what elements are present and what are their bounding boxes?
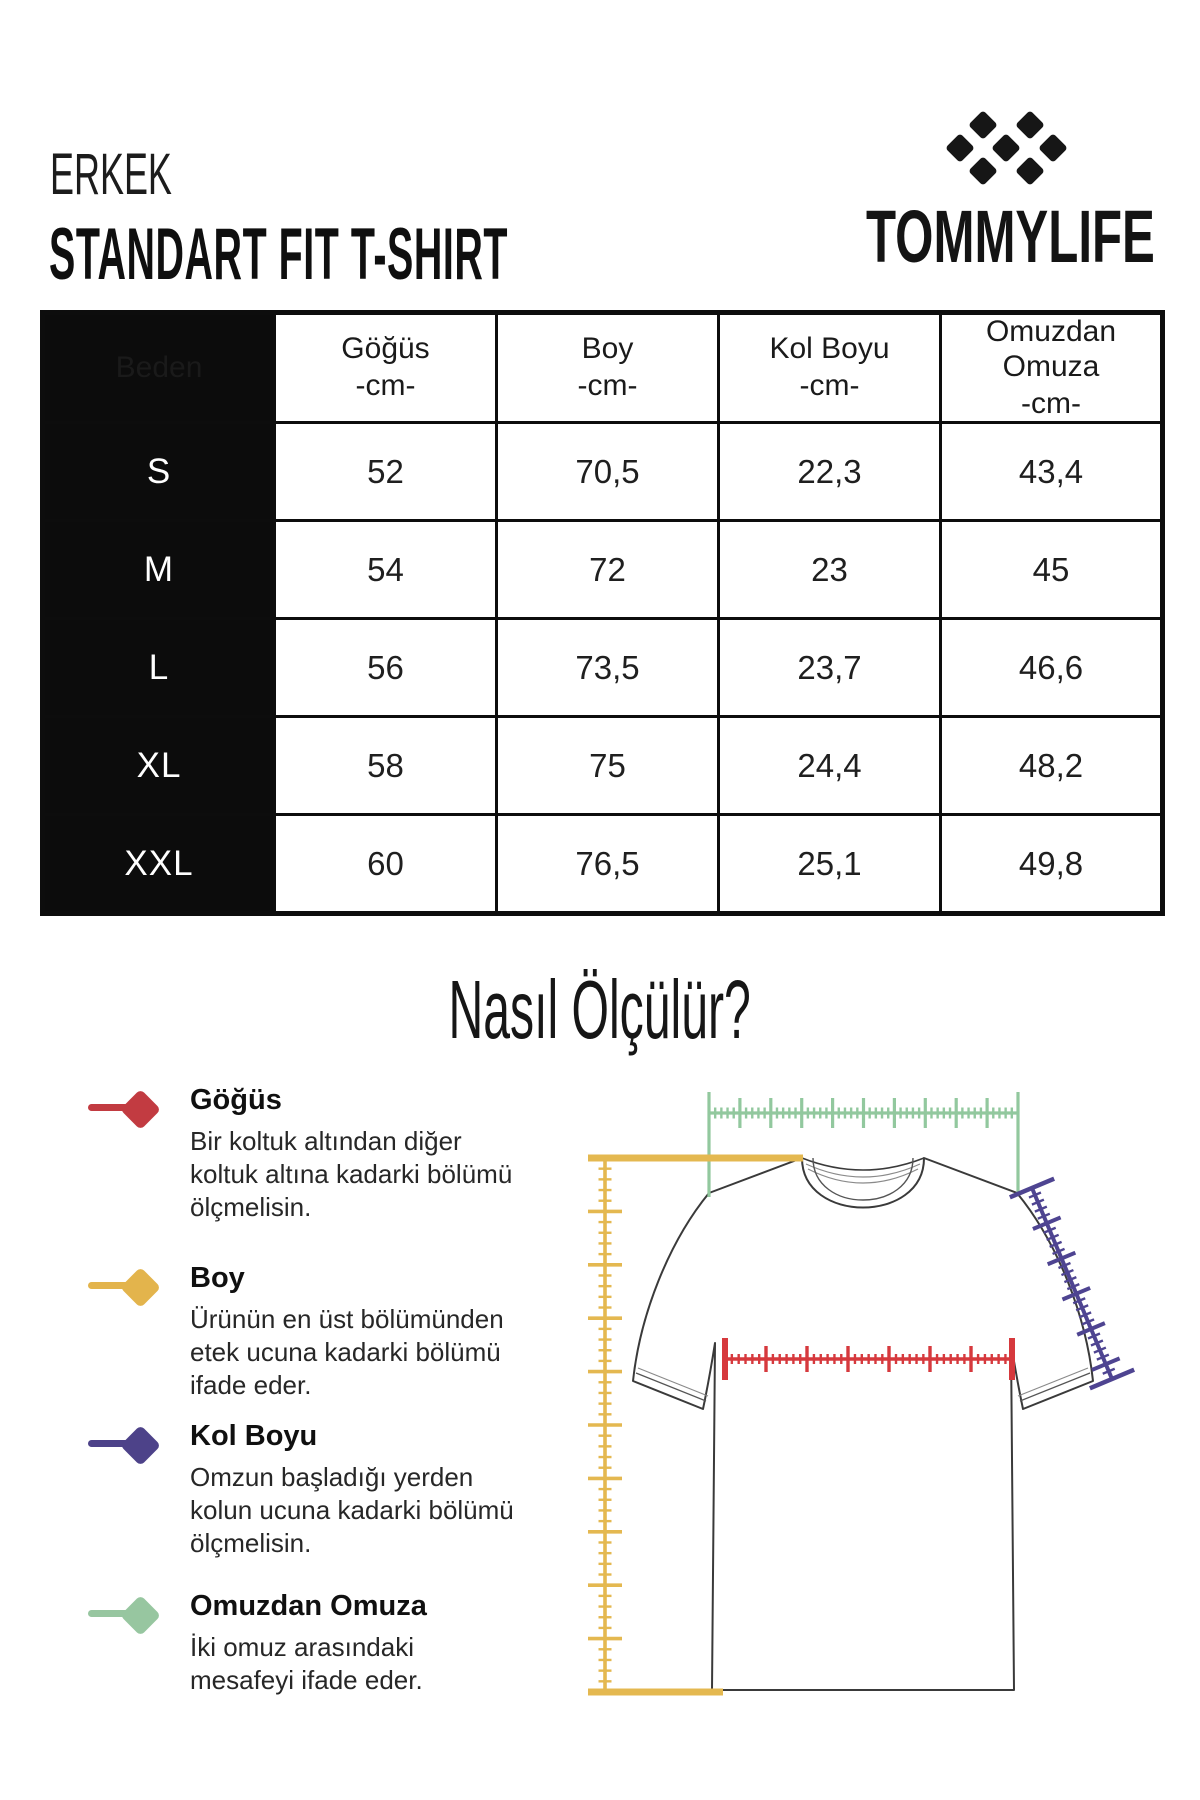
size-cell: S — [43, 423, 275, 521]
howto-title — [0, 963, 1200, 1056]
legend-label: Boy — [190, 1262, 245, 1294]
category-label — [50, 142, 247, 207]
table-cell: 23 — [719, 521, 941, 619]
legend-item-kol-boyu — [88, 1418, 548, 1560]
table-cell: 73,5 — [497, 619, 719, 717]
legend-label: Göğüs — [190, 1084, 282, 1116]
legend-item-gogus — [88, 1082, 548, 1224]
category-text: ERKEK — [50, 142, 172, 207]
legend-description: Ürünün en üst bölümünden etek ucuna kadarki bölümü ifade eder. — [190, 1304, 504, 1401]
col-header-gogus — [275, 313, 497, 423]
legend-description: Omzun başladığı yerden kolun ucuna kadarki bölümü ölçmelisin. — [190, 1462, 514, 1559]
legend-label: Kol Boyu — [190, 1420, 318, 1452]
col-unit: -cm- — [799, 369, 860, 403]
table-cell: 48,2 — [941, 717, 1163, 815]
table-cell: 76,5 — [497, 815, 719, 914]
col-header-omuzdan-omuza — [941, 313, 1163, 423]
table-cell: 58 — [275, 717, 497, 815]
table-row-s — [43, 423, 1163, 521]
col-label: Omuzdan Omuza — [985, 315, 1117, 383]
table-cell: 24,4 — [719, 717, 941, 815]
table-row-m — [43, 521, 1163, 619]
size-cell: L — [43, 619, 275, 717]
table-row-l — [43, 619, 1163, 717]
sleeve-diamond-icon — [120, 1425, 161, 1466]
table-corner-cell: Beden — [43, 313, 275, 423]
table-cell: 70,5 — [497, 423, 719, 521]
table-cell: 56 — [275, 619, 497, 717]
table-cell: 75 — [497, 717, 719, 815]
legend-item-omuzdan-omuza — [88, 1588, 548, 1697]
table-cell: 43,4 — [941, 423, 1163, 521]
size-table — [40, 310, 1165, 916]
table-cell: 46,6 — [941, 619, 1163, 717]
col-header-kol-boyu — [719, 313, 941, 423]
size-cell: XL — [43, 717, 275, 815]
table-cell: 45 — [941, 521, 1163, 619]
table-cell: 49,8 — [941, 815, 1163, 914]
chest-diamond-icon — [120, 1089, 161, 1130]
table-cell: 22,3 — [719, 423, 941, 521]
col-label: Boy — [581, 332, 634, 366]
table-cell: 72 — [497, 521, 719, 619]
col-unit: -cm- — [1021, 386, 1081, 420]
legend-description: Bir koltuk altından diğer koltuk altına kadarki bölümü ölçmelisin. — [190, 1126, 513, 1223]
tommylife-diamonds-icon — [936, 96, 1078, 202]
page-title — [49, 214, 899, 295]
shoulder-diamond-icon — [120, 1595, 161, 1636]
size-cell: XXL — [43, 815, 275, 914]
table-row-xl — [43, 717, 1163, 815]
col-unit: -cm- — [577, 369, 638, 403]
legend-description: İki omuz arasındaki mesafeyi ifade eder. — [190, 1632, 423, 1696]
measurement-diagram — [540, 1080, 1200, 1800]
length-diamond-icon — [120, 1267, 161, 1308]
brand-name — [866, 195, 1200, 278]
page-title-text: STANDART FIT T-SHIRT — [49, 214, 508, 295]
table-cell: 52 — [275, 423, 497, 521]
legend-label: Omuzdan Omuza — [190, 1590, 427, 1622]
brand-logo — [936, 96, 1078, 207]
col-header-boy — [497, 313, 719, 423]
col-label: Kol Boyu — [769, 332, 890, 366]
table-cell: 54 — [275, 521, 497, 619]
col-label: Göğüs — [341, 332, 430, 366]
table-cell: 25,1 — [719, 815, 941, 914]
legend-item-boy — [88, 1260, 548, 1402]
size-table-header-row — [43, 313, 1163, 423]
howto-title-text: Nasıl Ölçülür? — [448, 963, 752, 1056]
table-row-xxl — [43, 815, 1163, 914]
table-cell: 60 — [275, 815, 497, 914]
brand-name-text: TOMMYLIFE — [866, 195, 1155, 278]
size-cell: M — [43, 521, 275, 619]
col-unit: -cm- — [355, 369, 416, 403]
table-cell: 23,7 — [719, 619, 941, 717]
